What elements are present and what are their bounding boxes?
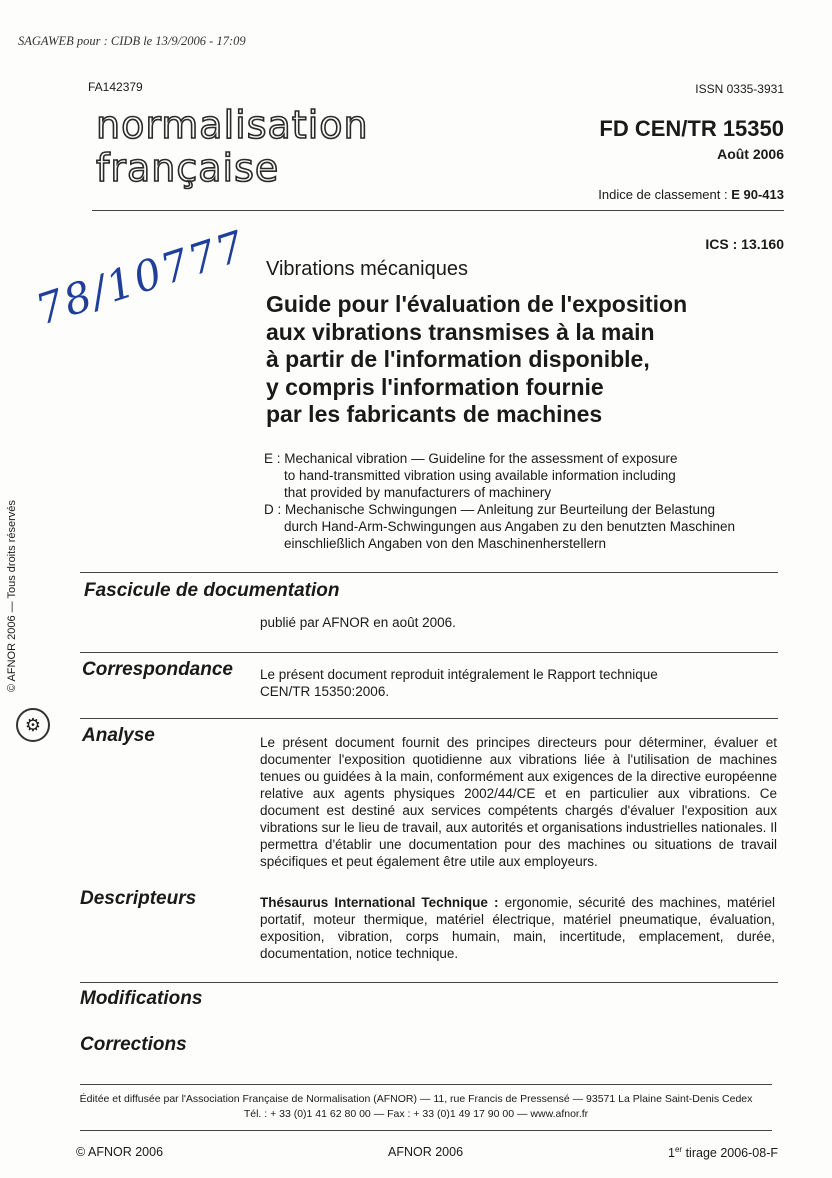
title-line: à partir de l'information disponible, xyxy=(266,346,650,372)
thesaurus-label: Thésaurus International Technique : xyxy=(260,895,499,910)
correspondance-line: Le présent document reproduit intégralement le Rapport technique xyxy=(260,667,658,682)
brand-line-2: française xyxy=(96,146,280,190)
publisher-address: Éditée et diffusée par l'Association Française de Normalisation (AFNOR) — 11, rue Francis de Pressensé — 93571 La Plaine Saint-Denis Cedex xyxy=(79,1093,753,1105)
classification-index xyxy=(598,187,784,202)
footer-divider xyxy=(80,1130,772,1131)
correspondance-line: CEN/TR 15350:2006. xyxy=(260,684,390,699)
correspondance-text xyxy=(260,666,780,700)
print-stamp: SAGAWEB pour : CIDB le 13/9/2006 - 17:09 xyxy=(18,34,246,48)
title-line: y compris l'information fournie xyxy=(266,373,604,400)
translation-line: durch Hand-Arm-Schwingungen aus Angaben zu den benutzten Maschinen xyxy=(284,519,736,534)
analyse-heading: Analyse xyxy=(82,725,155,746)
tirage-sup: er xyxy=(674,1145,683,1154)
section-divider xyxy=(80,718,778,719)
title-line: aux vibrations transmises à la main xyxy=(266,318,655,345)
publisher-contact: Tél. : + 33 (0)1 41 62 80 00 — Fax : + 33 (0)1 49 17 90 00 — www.afnor.fr xyxy=(243,1108,589,1120)
header-divider xyxy=(92,210,784,211)
subject: Vibrations mécaniques xyxy=(266,258,468,280)
descripteurs-text xyxy=(260,894,775,962)
document-title xyxy=(266,291,806,429)
fascicule-text: publié par AFNOR en août 2006. xyxy=(260,615,456,630)
translation-line: D : Mechanische Schwingungen — Anleitung zur Beurteilung der Belastung xyxy=(264,502,716,517)
tirage-number: 1 xyxy=(668,1146,675,1161)
footer-center: AFNOR 2006 xyxy=(388,1145,464,1159)
handwritten-note: 78/10777 xyxy=(30,220,252,335)
translation-line: E : Mechanical vibration — Guideline for the assessment of exposure xyxy=(264,451,678,466)
section-divider xyxy=(80,572,778,573)
correspondance-heading: Correspondance xyxy=(82,659,233,680)
fascicule-heading: Fascicule de documentation xyxy=(84,580,340,601)
document-date: Août 2006 xyxy=(717,146,784,162)
brand-logo xyxy=(96,104,369,190)
footer-copyright: © AFNOR 2006 xyxy=(76,1145,164,1159)
footer-tirage xyxy=(668,1145,778,1160)
document-number: FD CEN/TR 15350 xyxy=(599,116,784,141)
title-line: par les fabricants de machines xyxy=(266,401,603,427)
afnor-seal-icon: ⚙ xyxy=(16,708,50,742)
corrections-heading: Corrections xyxy=(80,1034,187,1055)
classification-value: E 90-413 xyxy=(731,187,784,202)
modifications-heading: Modifications xyxy=(80,988,203,1009)
classification-label: Indice de classement : xyxy=(598,187,728,202)
analyse-text: Le présent document fournit des principes directeurs pour déterminer, évaluer et documenter l'exposition quotidienne aux vibrations liée à l'utilisation de machines tenues ou guidées à la main, conformément aux exigences de la directive européenne relative aux agents physiques 2002/44/CE et en particulier aux vibrations. Ce document est destiné aux services compétents chargés d'évaluer l'exposition aux vibrations sur le lieu de travail, aux autorités et organisations industrielles nationales. Il permettra d'établir une documentation pour des machines ou situations de travail spécifiques et peut également être utile aux employeurs. xyxy=(260,735,777,869)
ics-code: ICS : 13.160 xyxy=(705,236,784,252)
document-reference: FA142379 xyxy=(88,80,143,94)
section-divider xyxy=(80,652,778,653)
footer-divider xyxy=(80,1084,772,1085)
descripteurs-heading: Descripteurs xyxy=(80,888,197,909)
tirage-text: tirage 2006-08-F xyxy=(682,1146,778,1161)
side-copyright: © AFNOR 2006 — Tous droits réservés xyxy=(6,500,18,692)
issn: ISSN 0335-3931 xyxy=(695,82,784,96)
descripteurs-keywords: ergonomie, sécurité des machines, matériel portatif, moteur thermique, matériel électrique, matériel pneumatique, évaluation, exposition, vibration, corps humain, main, incertitude, emplacement, durée, documentation, notice technique. xyxy=(260,895,776,961)
brand-line-1: normalisation xyxy=(96,103,369,147)
translation-line: einschließlich Angaben von den Maschinenherstellern xyxy=(284,536,606,551)
title-line: Guide pour l'évaluation de l'exposition xyxy=(266,291,688,317)
translation-line: to hand-transmitted vibration using available information including xyxy=(284,468,676,483)
publisher-info xyxy=(0,1092,832,1122)
section-divider xyxy=(80,982,778,983)
translation-line: that provided by manufacturers of machinery xyxy=(284,485,552,500)
translated-titles xyxy=(264,450,804,552)
